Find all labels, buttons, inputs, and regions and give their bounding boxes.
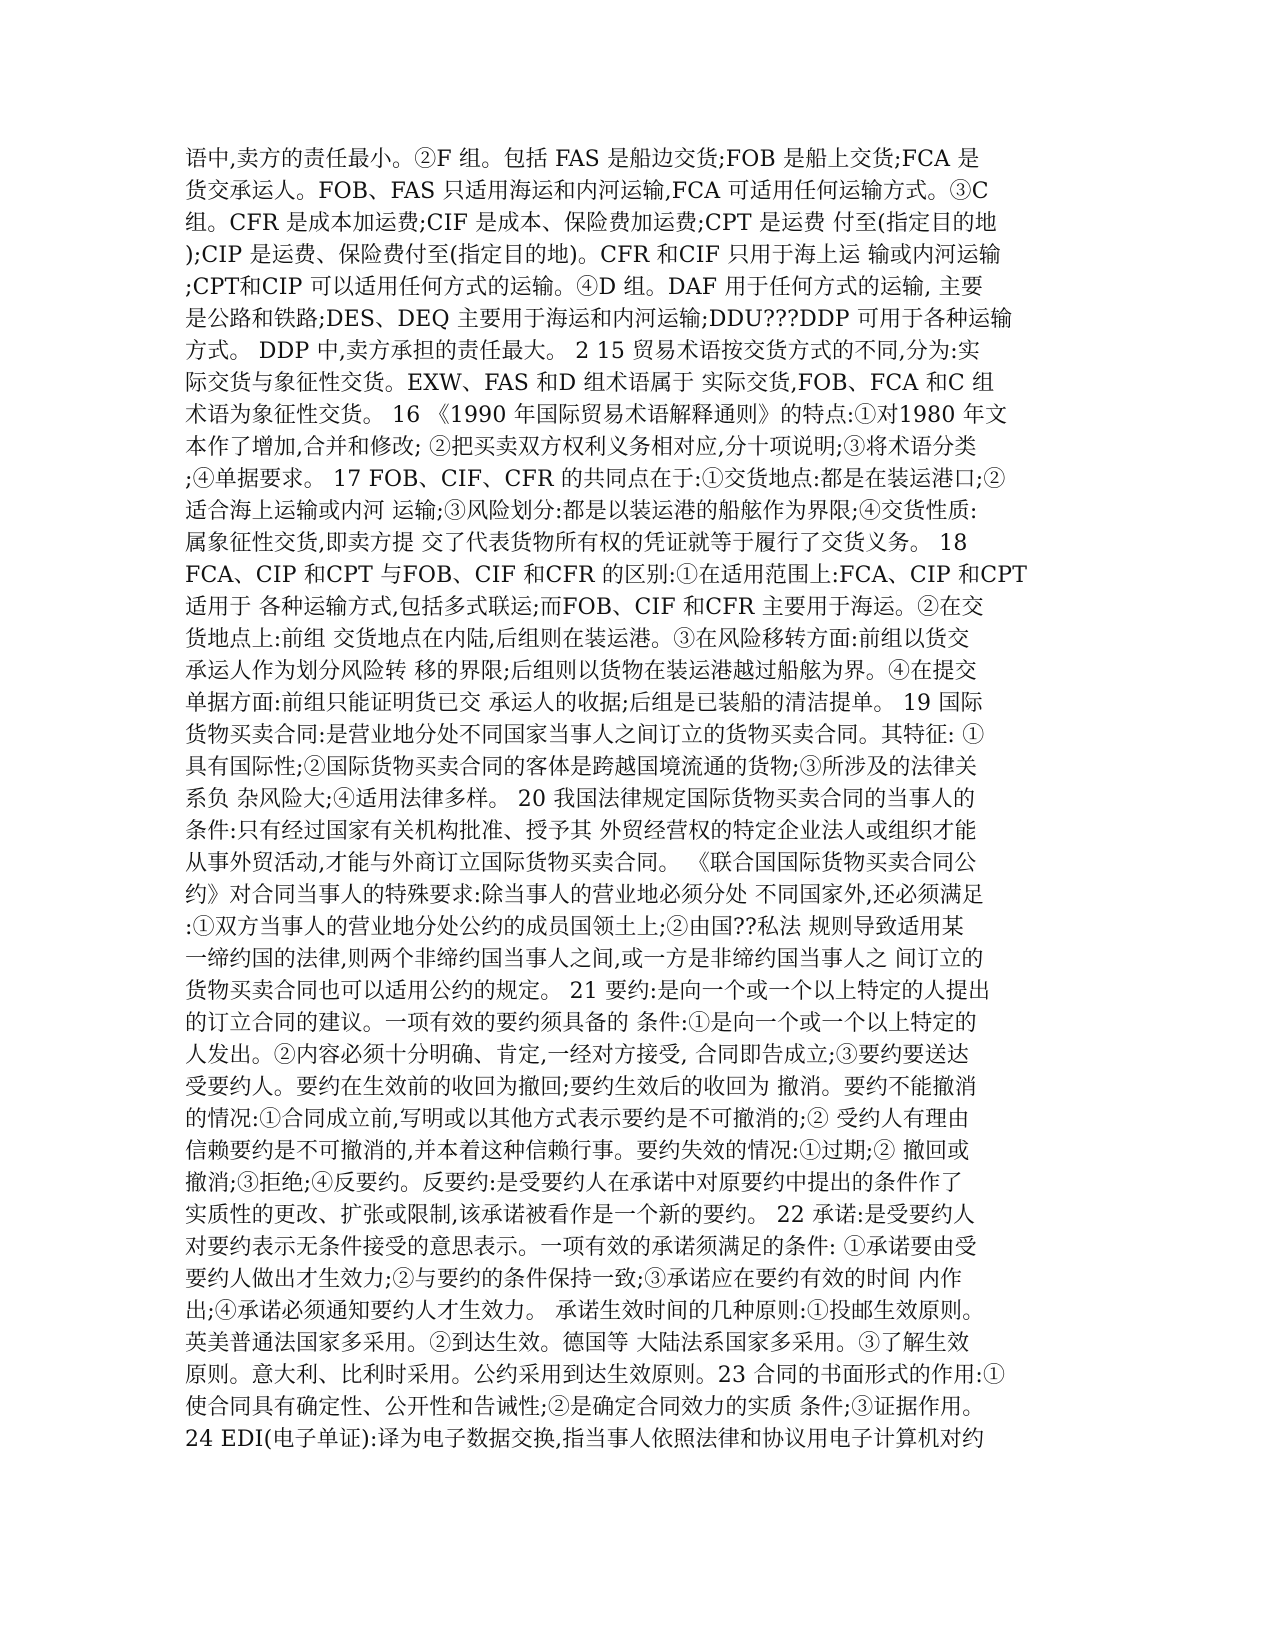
text-line: 适合海上运输或内河 运输;③风险划分:都是以装运港的船舷作为界限;④交货性质:	[185, 499, 978, 524]
text-line: 使合同具有确定性、公开性和告诫性;②是确定合同效力的实质 条件;③证据作用。	[185, 1395, 985, 1420]
text-line: 具有国际性;②国际货物买卖合同的客体是跨越国境流通的货物;③所涉及的法律关	[185, 755, 978, 780]
text-line: 人发出。②内容必须十分明确、肯定,一经对方接受, 合同即告成立;③要约要送达	[185, 1043, 969, 1068]
text-line: 适用于 各种运输方式,包括多式联运;而FOB、CIF 和CFR 主要用于海运。②在交	[185, 595, 984, 620]
text-line: 要约人做出才生效力;②与要约的条件保持一致;③承诺应在要约有效的时间 内作	[185, 1267, 963, 1292]
text-line: 实质性的更改、扩张或限制,该承诺被看作是一个新的要约。 22 承诺:是受要约人	[185, 1203, 976, 1228]
text-line: 货物买卖合同也可以适用公约的规定。 21 要约:是向一个或一个以上特定的人提出	[185, 979, 991, 1004]
text-line: 出;④承诺必须通知要约人才生效力。 承诺生效时间的几种原则:①投邮生效原则。	[185, 1299, 985, 1324]
text-line: 约》对合同当事人的特殊要求:除当事人的营业地必须分处 不同国家外,还必须满足	[185, 883, 985, 908]
text-line: :①双方当事人的营业地分处公约的成员国领土上;②由国??私法 规则导致适用某	[185, 915, 965, 940]
text-line: 方式。 DDP 中,卖方承担的责任最大。 2 15 贸易术语按交货方式的不同,分为:实	[185, 339, 981, 364]
text-line: 单据方面:前组只能证明货已交 承运人的收据;后组是已装船的清洁提单。 19 国际	[185, 691, 983, 716]
text-line: 际交货与象征性交货。EXW、FAS 和D 组术语属于 实际交货,FOB、FCA 和C 组	[185, 371, 995, 396]
text-line: 信赖要约是不可撤消的,并本着这种信赖行事。要约失效的情况:①过期;② 撤回或	[185, 1139, 970, 1164]
text-line: );CIP 是运费、保险费付至(指定目的地)。CFR 和CIF 只用于海上运 输或内河运输	[185, 243, 1001, 268]
text-line: FCA、CIP 和CPT 与FOB、CIF 和CFR 的区别:①在适用范围上:FCA、CIP 和CPT	[185, 563, 1028, 588]
text-line: 英美普通法国家多采用。②到达生效。德国等 大陆法系国家多采用。③了解生效	[185, 1331, 970, 1356]
text-line: 语中,卖方的责任最小。②F 组。包括 FAS 是船边交货;FOB 是船上交货;FCA 是	[185, 147, 980, 172]
text-line: 对要约表示无条件接受的意思表示。一项有效的承诺须满足的条件: ①承诺要由受	[185, 1235, 977, 1260]
text-line: 系负 杂风险大;④适用法律多样。 20 我国法律规定国际货物买卖合同的当事人的	[185, 787, 976, 812]
text-line: 货地点上:前组 交货地点在内陆,后组则在装运港。③在风险移转方面:前组以货交	[185, 627, 970, 652]
body-text	[185, 144, 1090, 1456]
text-line: 条件:只有经过国家有关机构批准、授予其 外贸经营权的特定企业法人或组织才能	[185, 819, 977, 844]
text-line: 本作了增加,合并和修改; ②把买卖双方权利义务相对应,分十项说明;③将术语分类	[185, 435, 977, 460]
text-line: ;④单据要求。 17 FOB、CIF、CFR 的共同点在于:①交货地点:都是在装运港口;②	[185, 467, 1006, 492]
text-line: 是公路和铁路;DES、DEQ 主要用于海运和内河运输;DDU???DDP 可用于各种运输	[185, 307, 1013, 332]
text-line: 受要约人。要约在生效前的收回为撤回;要约生效后的收回为 撤消。要约不能撤消	[185, 1075, 977, 1100]
text-line: 的订立合同的建议。一项有效的要约须具备的 条件:①是向一个或一个以上特定的	[185, 1011, 977, 1036]
text-line: 货交承运人。FOB、FAS 只适用海运和内河运输,FCA 可适用任何运输方式。③C	[185, 179, 989, 204]
text-line: 属象征性交货,即卖方提 交了代表货物所有权的凭证就等于履行了交货义务。 18	[185, 531, 968, 556]
text-line: 术语为象征性交货。 16 《1990 年国际贸易术语解释通则》的特点:①对1980 年文	[185, 403, 1008, 428]
text-line: 一缔约国的法律,则两个非缔约国当事人之间,或一方是非缔约国当事人之 间订立的	[185, 947, 984, 972]
text-line: 原则。意大利、比利时采用。公约采用到达生效原则。23 合同的书面形式的作用:①	[185, 1363, 1006, 1388]
text-line: 承运人作为划分风险转 移的界限;后组则以货物在装运港越过船舷为界。④在提交	[185, 659, 977, 684]
text-line: 撤消;③拒绝;④反要约。反要约:是受要约人在承诺中对原要约中提出的条件作了	[185, 1171, 963, 1196]
text-line: ;CPT和CIP 可以适用任何方式的运输。④D 组。DAF 用于任何方式的运输, 主要	[185, 275, 984, 300]
text-line: 组。CFR 是成本加运费;CIF 是成本、保险费加运费;CPT 是运费 付至(指定目的地	[185, 211, 997, 236]
text-line: 24 EDI(电子单证):译为电子数据交换,指当事人依照法律和协议用电子计算机对约	[185, 1427, 985, 1452]
text-line: 货物买卖合同:是营业地分处不同国家当事人之间订立的货物买卖合同。其特征: ①	[185, 723, 985, 748]
text-line: 从事外贸活动,才能与外商订立国际货物买卖合同。 《联合国国际货物买卖合同公	[185, 851, 977, 876]
text-line: 的情况:①合同成立前,写明或以其他方式表示要约是不可撤消的;② 受约人有理由	[185, 1107, 970, 1132]
